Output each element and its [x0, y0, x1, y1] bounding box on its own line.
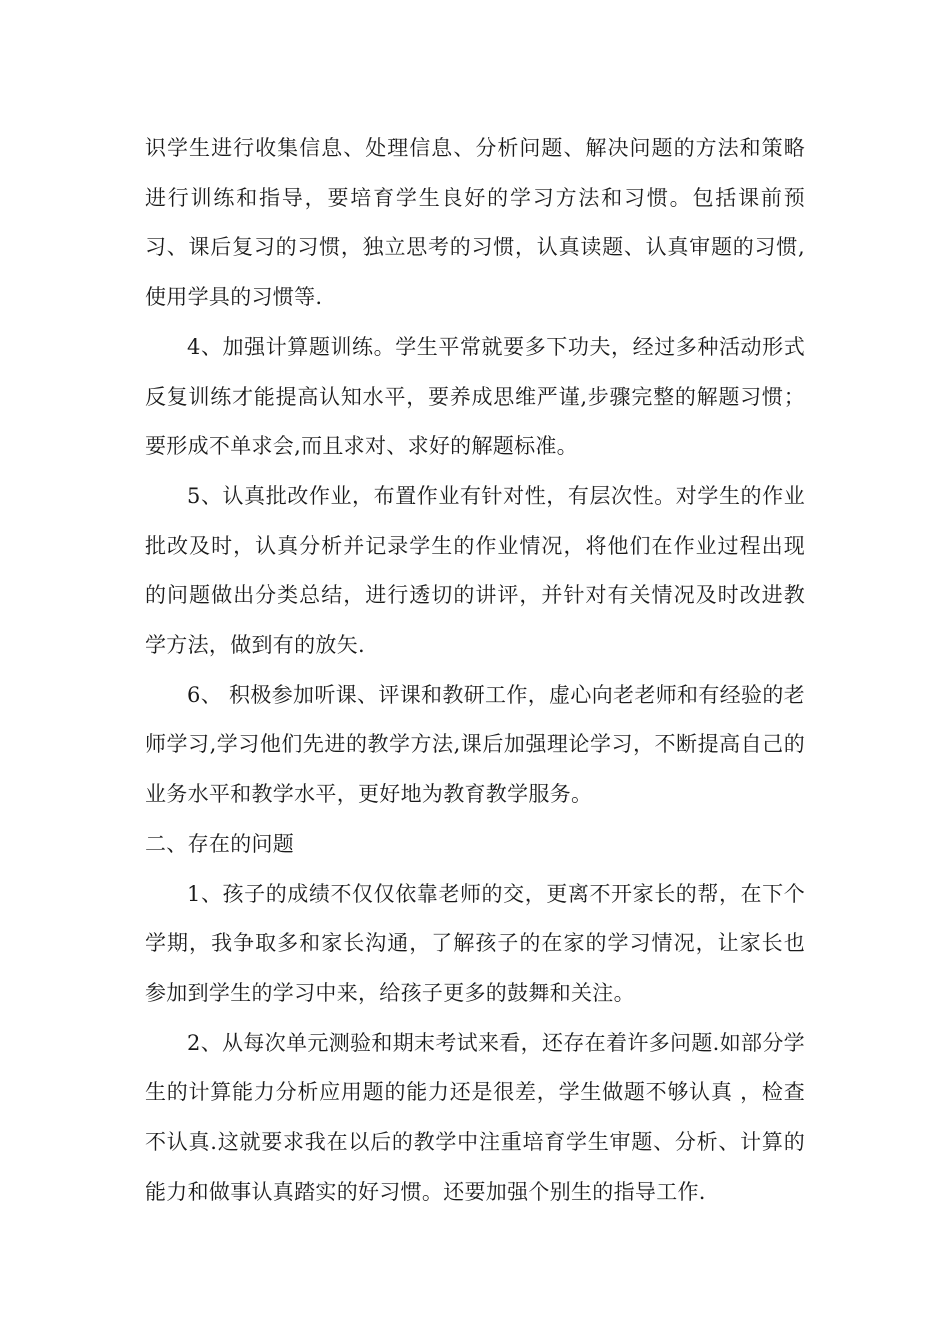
document-body	[145, 124, 805, 1217]
paragraph-calculation-training: 4、加强计算题训练。学生平常就要多下功夫，经过多种活动形式反复训练才能提高认知水平，要养成思维严谨,步骤完整的解题习惯；要形成不单求会,而且求对、求好的解题标准。	[145, 334, 805, 459]
paragraph-issue-parents: 1、孩子的成绩不仅仅依靠老师的交，更离不开家长的帮，在下个学期，我争取多和家长沟通，了解孩子的在家的学习情况，让家长也参加到学生的学习中来，给孩子更多的鼓舞和关注。	[145, 881, 805, 1005]
paragraph-continued-habits: 识学生进行收集信息、处理信息、分析问题、解决问题的方法和策略进行训练和指导，要培育学生良好的学习方法和习惯。包括课前预习、课后复习的习惯，独立思考的习惯，认真读题、认真审题的习惯,使用学具的习惯等.	[145, 136, 805, 310]
paragraph-lesson-observation: 6、 积极参加听课、评课和教研工作，虚心向老老师和有经验的老师学习,学习他们先进的教学方法,课后加强理论学习，不断提高自己的业务水平和教学水平，更好地为教育教学服务。	[145, 682, 805, 807]
paragraph-homework-grading: 5、认真批改作业，布置作业有针对性，有层次性。对学生的作业批改及时，认真分析并记录学生的作业情况，将他们在作业过程出现的问题做出分类总结，进行透切的讲评，并针对有关情况及时改进教学方法，做到有的放矢.	[145, 483, 805, 658]
paragraph-issue-exams: 2、从每次单元测验和期末考试来看，还存在着许多问题.如部分学生的计算能力分析应用题的能力还是很差，学生做题不够认真 ，检查不认真.这就要求我在以后的教学中注重培育学生审题、分析、计算的能力和做事认真踏实的好习惯。还要加强个别生的指导工作.	[145, 1030, 805, 1204]
section-heading-problems: 二、存在的问题	[145, 831, 295, 856]
